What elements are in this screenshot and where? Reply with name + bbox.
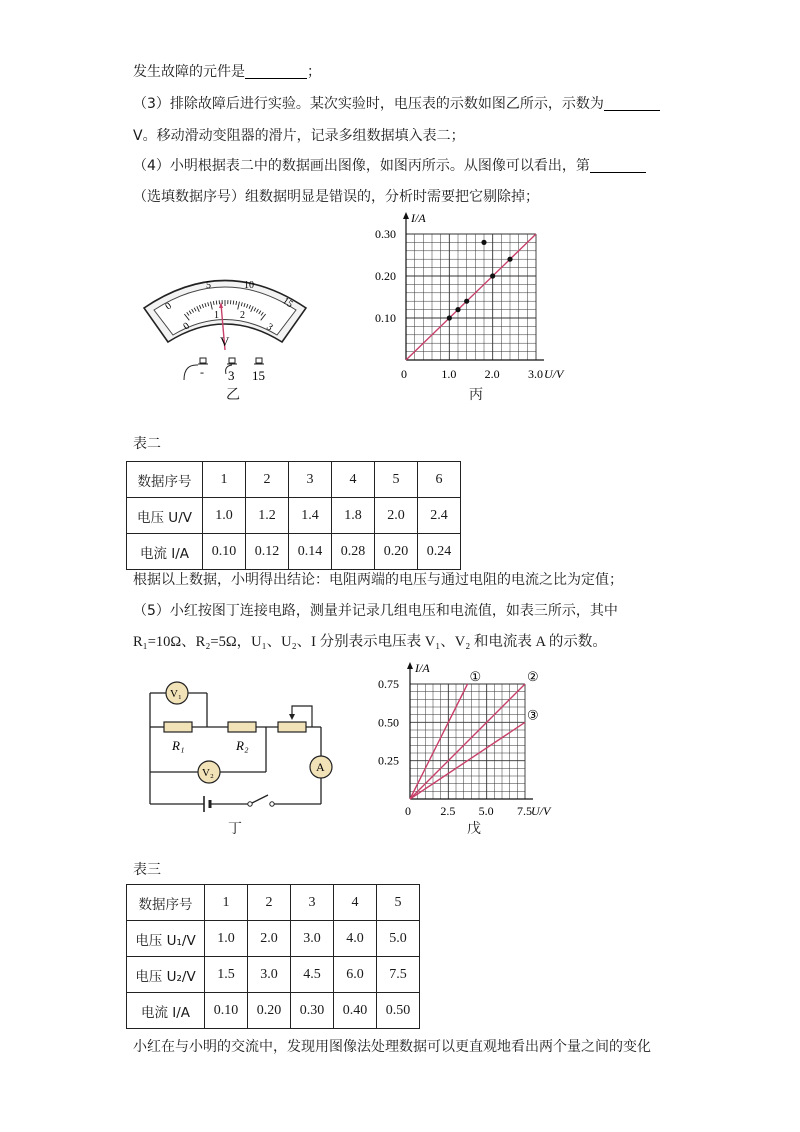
series-label: ① [469, 669, 482, 684]
v2-label: V₂ [202, 767, 214, 779]
last-line: 小红在与小明的交流中，发现用图像法处理数据可以更直观地看出两个量之间的变化 [133, 1039, 651, 1055]
table-cell: 1.2 [246, 498, 289, 534]
terminal-3-label: 3 [228, 368, 235, 383]
table-cell: 3 [291, 885, 334, 921]
table-cell: 2.0 [375, 498, 418, 534]
table-cell: 0.28 [332, 534, 375, 570]
meter-unit: V [220, 334, 230, 349]
table-cell: 7.5 [377, 957, 420, 993]
table-cell: 2.4 [418, 498, 461, 534]
figure-bing-caption: 丙 [469, 387, 483, 403]
data-point [481, 240, 486, 245]
table-2 [126, 461, 461, 570]
bottom-scale-2: 2 [240, 310, 245, 321]
table-cell: 电压 U₁/V [127, 921, 205, 957]
table-cell: 1.4 [289, 498, 332, 534]
chart-wu [352, 660, 572, 820]
table-cell: 5 [375, 462, 418, 498]
table-cell: 0.30 [291, 993, 334, 1029]
r2-label: R₂ [236, 738, 249, 753]
table-cell: 电流 I/A [127, 534, 203, 570]
top-scale-10: 10 [244, 280, 254, 291]
table3-caption: 表三 [133, 862, 161, 878]
line-2-text: （3）排除故障后进行实验。某次实验时，电压表的示数如图乙所示，示数为 [133, 96, 604, 112]
data-point [490, 273, 495, 278]
switch-contact-right [270, 802, 274, 806]
question-line-4 [133, 156, 646, 176]
table-row [127, 921, 420, 957]
circuit-figure [140, 676, 340, 826]
rheostat-slider-arrow [289, 714, 295, 720]
wire-left [184, 365, 198, 380]
answer-blank-1[interactable] [245, 64, 307, 79]
series-line [410, 684, 468, 799]
y-tick-label: 0.30 [375, 227, 396, 241]
x-tick-label: 7.5 [517, 804, 532, 818]
x-tick-label: 5.0 [478, 804, 494, 818]
table-cell: 0.10 [203, 534, 246, 570]
x-tick-label: 3.0 [528, 367, 543, 381]
question-line-3: V。移动滑动变阻器的滑片，记录多组数据填入表二； [133, 128, 465, 144]
table-cell: 4.0 [334, 921, 377, 957]
table-row [127, 534, 461, 570]
table-cell: 6.0 [334, 957, 377, 993]
bottom-scale-0: 0 [181, 320, 192, 333]
terminal-minus-label: - [200, 365, 204, 379]
top-scale-5: 5 [206, 280, 211, 291]
chart-bing [370, 210, 595, 385]
ammeter-label: A [316, 760, 325, 774]
table-row [127, 957, 420, 993]
y-tick-label: 0.20 [375, 269, 396, 283]
y-axis-arrow [407, 662, 413, 669]
origin-label: 0 [401, 367, 407, 381]
question-line-7: R₁=10Ω、R₂=5Ω，U₁、U₂、I 分别表示电压表 V₁、V₂ 和电流表 A 的示数。 [133, 634, 607, 650]
table-cell: 0.14 [289, 534, 332, 570]
figure-wu-caption: 戊 [467, 821, 481, 837]
terminal-3 [227, 358, 237, 364]
top-scale-0: 0 [163, 300, 174, 313]
switch-blade [252, 795, 268, 803]
fit-line [406, 234, 536, 360]
y-tick-label: 0.10 [375, 311, 396, 325]
data-point [507, 257, 512, 262]
figure-yi-caption: 乙 [226, 387, 240, 403]
table-cell: 数据序号 [127, 462, 203, 498]
rheostat [278, 722, 306, 732]
table-cell: 1 [205, 885, 248, 921]
y-tick-label: 0.25 [378, 753, 399, 768]
table-cell: 5 [377, 885, 420, 921]
table-cell: 2 [246, 462, 289, 498]
data-point [464, 299, 469, 304]
x-tick-label: 1.0 [441, 367, 457, 381]
line-1-end: ； [307, 64, 321, 80]
table-cell: 0.40 [334, 993, 377, 1029]
r1-label: R₁ [172, 738, 185, 753]
table-cell: 0.10 [205, 993, 248, 1029]
question-line-1 [133, 62, 321, 82]
table-cell: 3.0 [248, 957, 291, 993]
table-cell: 0.24 [418, 534, 461, 570]
table-cell: 0.50 [377, 993, 420, 1029]
switch-contact-left [248, 802, 252, 806]
table-cell: 数据序号 [127, 885, 205, 921]
figure-ding-caption: 丁 [228, 821, 242, 837]
x-axis-label: U/V [544, 367, 564, 381]
table-cell: 4 [332, 462, 375, 498]
bottom-scale-3: 3 [264, 321, 275, 334]
meter-tick [233, 301, 234, 305]
table-cell: 3 [289, 462, 332, 498]
table-cell: 0.12 [246, 534, 289, 570]
question-line-2 [133, 94, 660, 114]
series-label: ③ [527, 707, 539, 723]
answer-blank-3[interactable] [590, 158, 646, 173]
table-cell: 5.0 [377, 921, 420, 957]
table-cell: 4 [334, 885, 377, 921]
x-tick-label: 2.5 [440, 804, 456, 818]
table-cell: 4.5 [291, 957, 334, 993]
y-axis-label: I/A [411, 211, 426, 225]
question-line-5: （选填数据序号）组数据明显是错误的，分析时需要把它剔除掉； [133, 189, 539, 205]
voltmeter-figure [140, 258, 310, 408]
table-row [127, 462, 461, 498]
table-row [127, 498, 461, 534]
x-axis-label: U/V [531, 804, 551, 818]
y-axis-label: I/A [415, 661, 430, 675]
y-tick-label: 0.75 [378, 677, 399, 691]
table-cell: 6 [418, 462, 461, 498]
data-point [447, 315, 452, 320]
terminal-15 [254, 358, 264, 364]
table-row [127, 885, 420, 921]
table-cell: 1.0 [205, 921, 248, 957]
bottom-scale-1: 1 [214, 310, 219, 321]
table-cell: 电压 U₂/V [127, 957, 205, 993]
table-cell: 电压 U/V [127, 498, 203, 534]
table-cell: 电流 I/A [127, 993, 205, 1029]
terminal-minus [198, 358, 208, 364]
table-cell: 1.5 [205, 957, 248, 993]
line-4-text: （4）小明根据表二中的数据画出图像，如图丙所示。从图像可以看出，第 [133, 158, 590, 174]
table2-caption: 表二 [133, 436, 161, 452]
table-cell: 3.0 [291, 921, 334, 957]
series-label: ② [527, 669, 539, 684]
table-cell: 0.20 [375, 534, 418, 570]
question-line-6: （5）小红按图丁连接电路，测量并记录几组电压和电流值，如表三所示，其中 [133, 603, 618, 619]
y-tick-label: 0.50 [378, 715, 399, 730]
table-cell: 1 [203, 462, 246, 498]
series-line [410, 684, 525, 799]
table-cell: 1.0 [203, 498, 246, 534]
line-1-text: 发生故障的元件是 [133, 64, 245, 80]
table-cell: 2.0 [248, 921, 291, 957]
x-tick-label: 2.0 [484, 367, 500, 381]
v1-label: V₁ [170, 688, 182, 700]
conclusion-line: 根据以上数据，小明得出结论：电阻两端的电压与通过电阻的电流之比为定值； [133, 572, 623, 588]
origin-label: 0 [405, 804, 411, 818]
resistor-r1 [164, 722, 192, 732]
table-cell: 1.8 [332, 498, 375, 534]
y-axis-arrow [403, 212, 409, 219]
table-row [127, 993, 420, 1029]
data-point [455, 307, 460, 312]
meter-tick [216, 301, 217, 305]
table-3 [126, 884, 420, 1029]
terminal-15-label: 15 [252, 368, 265, 383]
top-scale-15: 15 [280, 295, 295, 311]
resistor-r2 [228, 722, 256, 732]
table-cell: 2 [248, 885, 291, 921]
answer-blank-2[interactable] [604, 96, 660, 111]
table-cell: 0.20 [248, 993, 291, 1029]
